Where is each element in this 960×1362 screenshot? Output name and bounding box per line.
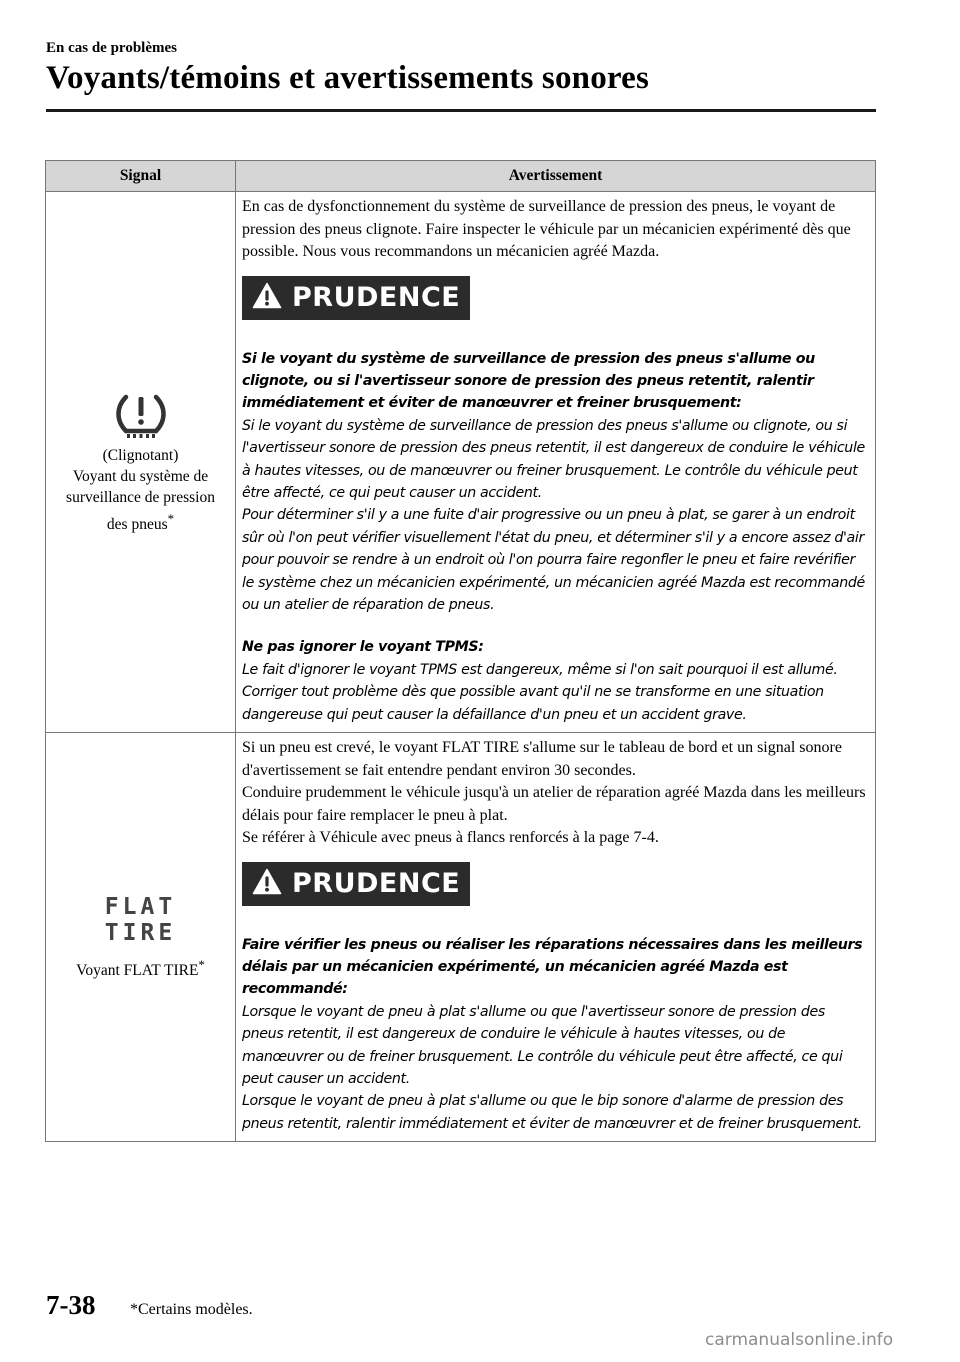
caution-banner (242, 862, 470, 906)
page-number: 7-38 (46, 1290, 96, 1320)
warning-text: En cas de dysfonctionnement du système de surveillance de pression des pneus, le voyant de pression des pneus clignote. Faire inspecter le véhicule par un mécanicien expérimenté dès que possible. Nous vous recommandons un mécanicien agréé Mazda. (242, 198, 851, 260)
caution-paragraph: Lorsque le voyant de pneu à plat s'allume ou que l'avertisseur sonore de pression des pneus retentit, il est dangereux de conduire le véhicule à hautes vitesses, ou de manœuvrer ou de freiner brusquement. Le contrôle du véhicule peut être affecté, ce qui peut causer un accident. (242, 1003, 843, 1087)
caution-paragraph: Pour déterminer s'il y a une fuite d'air progressive ou un pneu à plat, se garer à un endroit sûr où l'on peut vérifier visuellement l'état du pneu, et déterminer s'il y a encore assez d'air pour pouvoir se rendre à un endroit où l'on pourra faire regonfler le pneu et faire revérifier le système chez un mécanicien expérimenté, un mécanicien agréé Mazda est recommandé ou un atelier de réparation de pneus. (242, 507, 865, 613)
page-title: Voyants/témoins et avertissements sonores (46, 60, 650, 96)
caution-label: PRUDENCE (292, 281, 461, 313)
signal-cell (46, 733, 236, 1142)
caution-heading: Si le voyant du système de surveillance de pression des pneus s'allume ou clignote, ou si l'avertisseur sonore de pression des pneus retentit, ralentir immédiatement et éviter de manœuvrer et freiner brusquement: (242, 350, 815, 412)
warning-triangle-icon (252, 282, 282, 309)
warning-triangle-icon (252, 868, 282, 895)
caution-body (242, 934, 869, 1136)
signal-label-line: Voyant du système de (72, 467, 209, 485)
caution-body (242, 636, 869, 726)
warning-table (45, 160, 876, 1142)
title-divider (46, 109, 876, 112)
tpms-warning-icon (112, 389, 170, 439)
footnote-mark: * (167, 510, 175, 526)
table-row (46, 733, 876, 1142)
signal-cell (46, 192, 236, 733)
caution-body (242, 348, 869, 617)
caution-paragraph: Si le voyant du système de surveillance de pression des pneus s'allume ou clignote, ou si l'avertisseur sonore de pression des pneus retentit, il est dangereux de conduire le véhicule à hautes vitesses, ou de manœuvrer ou freiner brusquement. Le contrôle du véhicule peut être affecté, ce qui peut causer un accident. (242, 417, 865, 501)
signal-label-line: Voyant FLAT TIRE* (76, 956, 205, 979)
section-label: En cas de problèmes (46, 40, 177, 56)
warning-cell (236, 733, 876, 1142)
caution-banner (242, 276, 470, 320)
watermark: carmanualsonline.info (705, 1330, 894, 1350)
caution-label: PRUDENCE (292, 867, 461, 899)
flat-tire-icon: FLAT TIRE (104, 893, 177, 946)
footnote-mark: * (198, 956, 205, 972)
warning-cell (236, 192, 876, 733)
caution-heading: Ne pas ignorer le voyant TPMS: (242, 639, 484, 656)
signal-label-line: surveillance de pression (66, 488, 215, 506)
footnote: *Certains modèles. (130, 1301, 253, 1318)
warning-text: Si un pneu est crevé, le voyant FLAT TIRE s'allume sur le tableau de bord et un signal sonore d'avertissement se fait entendre pendant environ 30 secondes. Conduire prudemment le véhicule jusqu'à un atelier de réparation agréé Mazda dans les meilleurs délais pour faire remplacer le pneu à plat. Se référer à Véhicule avec pneus à flancs renforcés à la page 7-4. (242, 739, 866, 846)
signal-label-line: (Clignotant) (102, 446, 179, 464)
caution-paragraph: Lorsque le voyant de pneu à plat s'allume ou que le bip sonore d'alarme de pression des pneus retentit, ralentir immédiatement et éviter de manœuvrer et de freiner brusquement. (242, 1093, 862, 1132)
caution-heading: Faire vérifier les pneus ou réaliser les réparations nécessaires dans les meilleurs délais par un mécanicien expérimenté, un mécanicien agréé Mazda est recommandé: (242, 936, 863, 998)
column-header-signal: Signal (46, 161, 236, 192)
signal-label-line: des pneus* (106, 510, 175, 534)
table-row (46, 192, 876, 733)
table-header-row (46, 161, 876, 192)
column-header-warning: Avertissement (236, 161, 876, 192)
caution-paragraph: Le fait d'ignorer le voyant TPMS est dangereux, même si l'on sait pourquoi il est allumé. Corriger tout problème dès que possible avant qu'il ne se transforme en une situation dangereuse qui peut causer la défaillance d'un pneu et un accident grave. (242, 661, 838, 723)
